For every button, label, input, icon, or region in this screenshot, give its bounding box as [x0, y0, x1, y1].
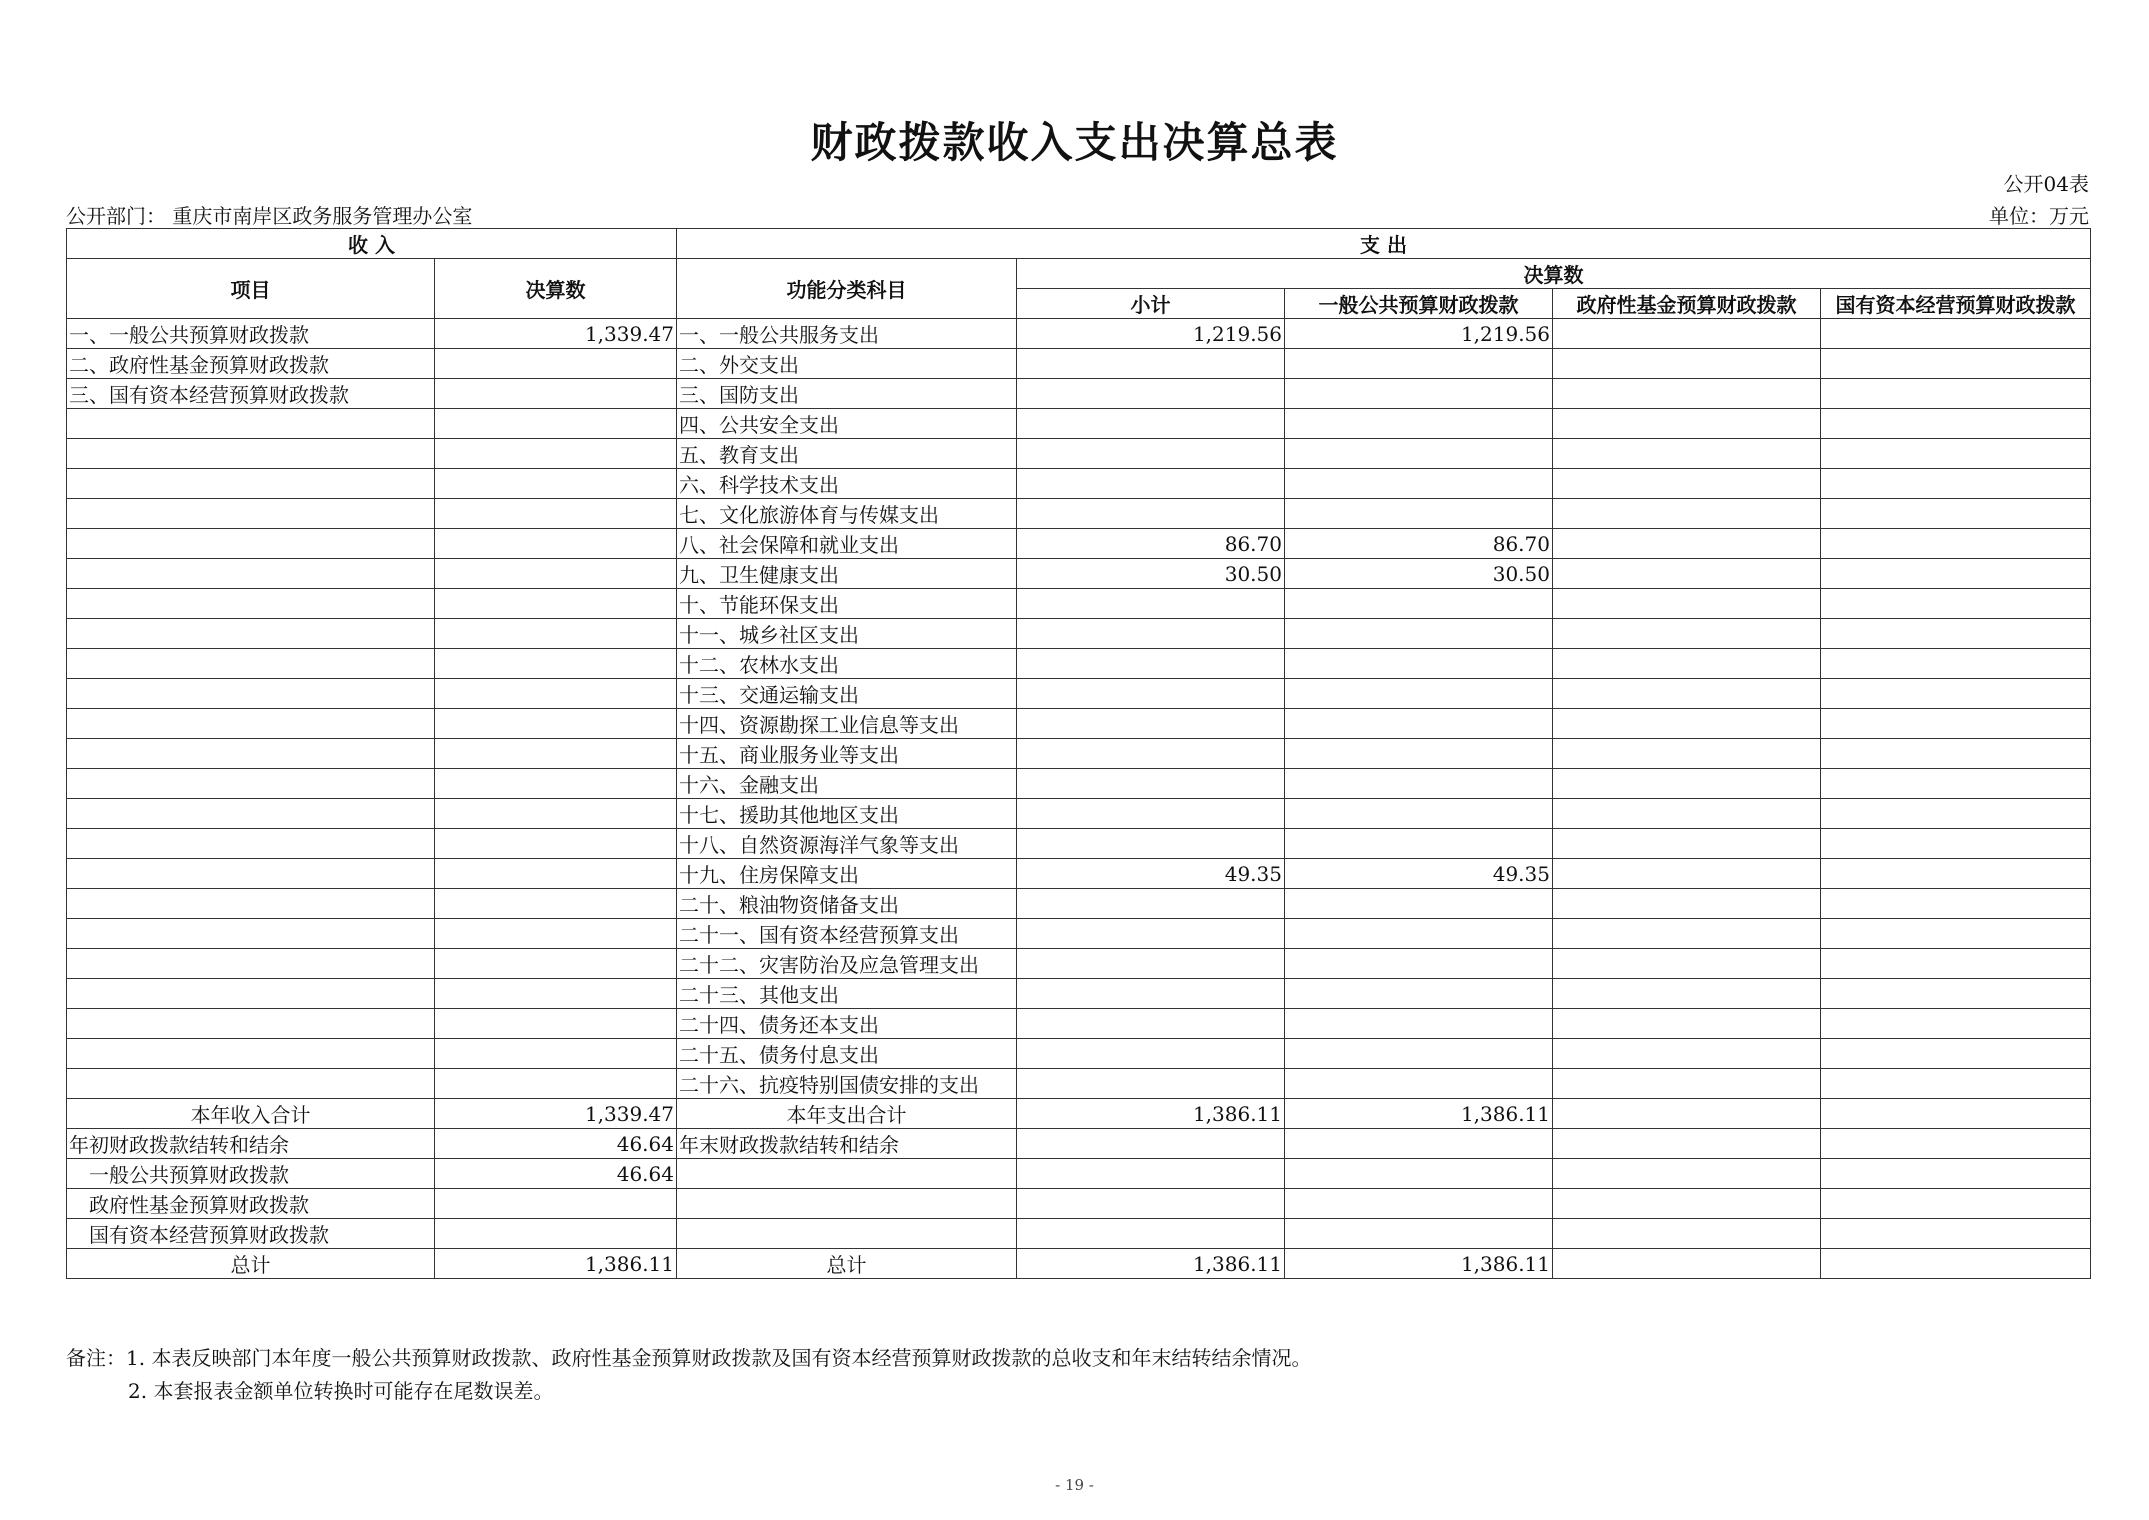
state-capital-cell [1821, 409, 2091, 439]
gov-fund-header: 政府性基金预算财政拨款 [1553, 289, 1821, 319]
table-row [67, 1039, 2091, 1069]
carry-label-cell: 国有资本经营预算财政拨款 [67, 1219, 435, 1249]
general-cell [1285, 1039, 1553, 1069]
gov-fund-cell [1553, 769, 1821, 799]
department-label: 公开部门： 重庆市南岸区政务服务管理办公室 [66, 204, 473, 228]
gov-fund-cell [1553, 1069, 1821, 1099]
income-amount-cell [435, 649, 677, 679]
general-cell: 30.50 [1285, 559, 1553, 589]
income-amount-cell [435, 559, 677, 589]
subtotal-cell: 30.50 [1017, 559, 1285, 589]
subtotal-cell [1017, 619, 1285, 649]
gov-fund-cell [1553, 799, 1821, 829]
carry-func-cell [677, 1219, 1017, 1249]
grand-total-subtotal: 1,386.11 [1017, 1249, 1285, 1279]
carry-row [67, 1189, 2091, 1219]
note-1: 备注：1. 本表反映部门本年度一般公共预算财政拨款、政府性基金预算财政拨款及国有资本经营预算财政拨款的总收支和年末结转结余情况。 [66, 1346, 1312, 1370]
gov-fund-cell [1553, 529, 1821, 559]
income-item-cell [67, 829, 435, 859]
general-cell [1285, 379, 1553, 409]
gov-fund-cell [1553, 679, 1821, 709]
func-item-cell: 十一、城乡社区支出 [677, 619, 1017, 649]
carry-func-cell [677, 1159, 1017, 1189]
func-item-cell: 十八、自然资源海洋气象等支出 [677, 829, 1017, 859]
grand-total-expense-label: 总计 [677, 1249, 1017, 1279]
note-2: 2. 本套报表金额单位转换时可能存在尾数误差。 [128, 1379, 554, 1403]
gov-fund-cell [1553, 379, 1821, 409]
income-item-cell [67, 709, 435, 739]
carry-amount-cell: 46.64 [435, 1129, 677, 1159]
general-cell [1285, 829, 1553, 859]
general-cell [1285, 349, 1553, 379]
subtotal-cell [1017, 1039, 1285, 1069]
state-capital-cell [1821, 349, 2091, 379]
subtotal-cell [1017, 679, 1285, 709]
carry-amount-cell: 46.64 [435, 1159, 677, 1189]
expense-total-gov-fund [1553, 1099, 1821, 1129]
income-amount-cell [435, 589, 677, 619]
table-row [67, 649, 2091, 679]
gov-fund-cell [1553, 649, 1821, 679]
income-amount-cell [435, 619, 677, 649]
carry-label-cell: 政府性基金预算财政拨款 [67, 1189, 435, 1219]
state-capital-cell [1821, 1009, 2091, 1039]
general-cell [1285, 919, 1553, 949]
income-item-cell [67, 1069, 435, 1099]
subtotal-cell: 49.35 [1017, 859, 1285, 889]
general-cell [1285, 589, 1553, 619]
func-item-cell: 二十五、债务付息支出 [677, 1039, 1017, 1069]
carry-row [67, 1219, 2091, 1249]
state-capital-cell [1821, 889, 2091, 919]
func-item-cell: 一、一般公共服务支出 [677, 319, 1017, 349]
func-item-cell: 二十一、国有资本经营预算支出 [677, 919, 1017, 949]
table-row [67, 559, 2091, 589]
subtotal-cell [1017, 1069, 1285, 1099]
state-capital-cell [1821, 799, 2091, 829]
general-cell: 1,219.56 [1285, 319, 1553, 349]
general-cell [1285, 769, 1553, 799]
func-item-cell: 二十六、抗疫特别国债安排的支出 [677, 1069, 1017, 1099]
func-item-cell: 二十二、灾害防治及应急管理支出 [677, 949, 1017, 979]
income-amount-cell [435, 469, 677, 499]
income-amount-cell [435, 829, 677, 859]
table-row [67, 439, 2091, 469]
income-amount-cell [435, 1009, 677, 1039]
carry-label-cell: 一般公共预算财政拨款 [67, 1159, 435, 1189]
income-item-cell [67, 1009, 435, 1039]
state-capital-cell [1821, 919, 2091, 949]
grand-total-state-capital [1821, 1249, 2091, 1279]
table-row [67, 829, 2091, 859]
carry-empty-cell [1285, 1219, 1553, 1249]
income-header: 收 入 [67, 229, 677, 259]
income-amount-cell [435, 799, 677, 829]
func-header: 功能分类科目 [677, 259, 1017, 319]
state-capital-cell [1821, 979, 2091, 1009]
table-row [67, 1069, 2091, 1099]
state-capital-cell [1821, 469, 2091, 499]
general-cell [1285, 499, 1553, 529]
income-total-amount: 1,339.47 [435, 1099, 677, 1129]
subtotal-cell [1017, 919, 1285, 949]
state-capital-cell [1821, 319, 2091, 349]
gov-fund-cell [1553, 709, 1821, 739]
grand-total-gov-fund [1553, 1249, 1821, 1279]
subtotal-cell: 1,219.56 [1017, 319, 1285, 349]
income-amount-cell [435, 919, 677, 949]
general-cell [1285, 619, 1553, 649]
func-item-cell: 七、文化旅游体育与传媒支出 [677, 499, 1017, 529]
gov-fund-cell [1553, 889, 1821, 919]
general-cell [1285, 709, 1553, 739]
func-item-cell: 十三、交通运输支出 [677, 679, 1017, 709]
carry-empty-cell [1553, 1189, 1821, 1219]
income-item-cell [67, 439, 435, 469]
gov-fund-cell [1553, 739, 1821, 769]
carry-func-cell [677, 1189, 1017, 1219]
totals-row [67, 1099, 2091, 1129]
general-cell [1285, 1009, 1553, 1039]
table-row [67, 769, 2091, 799]
func-item-cell: 二十三、其他支出 [677, 979, 1017, 1009]
expense-total-label: 本年支出合计 [677, 1099, 1017, 1129]
income-item-cell [67, 409, 435, 439]
income-item-cell [67, 529, 435, 559]
gov-fund-cell [1553, 919, 1821, 949]
income-item-cell [67, 769, 435, 799]
grand-total-row [67, 1249, 2091, 1279]
subtotal-cell [1017, 799, 1285, 829]
carry-empty-cell [1285, 1159, 1553, 1189]
page-number: - 19 - [1055, 1476, 1094, 1494]
carry-empty-cell [1285, 1129, 1553, 1159]
gov-fund-cell [1553, 499, 1821, 529]
income-item-cell [67, 979, 435, 1009]
form-number: 公开04表 [2003, 172, 2089, 196]
carry-empty-cell [1821, 1189, 2091, 1219]
state-capital-cell [1821, 379, 2091, 409]
income-item-cell [67, 559, 435, 589]
income-item-cell [67, 589, 435, 619]
state-capital-cell [1821, 529, 2091, 559]
state-capital-cell [1821, 949, 2091, 979]
carry-empty-cell [1017, 1159, 1285, 1189]
subtotal-cell: 86.70 [1017, 529, 1285, 559]
grand-total-income-label: 总计 [67, 1249, 435, 1279]
func-item-cell: 十二、农林水支出 [677, 649, 1017, 679]
table-row [67, 709, 2091, 739]
general-cell: 86.70 [1285, 529, 1553, 559]
subtotal-cell [1017, 769, 1285, 799]
income-item-cell [67, 889, 435, 919]
income-amount-cell [435, 439, 677, 469]
carry-row [67, 1159, 2091, 1189]
gov-fund-cell [1553, 409, 1821, 439]
state-capital-cell [1821, 589, 2091, 619]
general-cell [1285, 469, 1553, 499]
func-item-cell: 十九、住房保障支出 [677, 859, 1017, 889]
income-item-cell: 二、政府性基金预算财政拨款 [67, 349, 435, 379]
state-capital-cell [1821, 439, 2091, 469]
gov-fund-cell [1553, 469, 1821, 499]
func-item-cell: 十六、金融支出 [677, 769, 1017, 799]
grand-total-general: 1,386.11 [1285, 1249, 1553, 1279]
table-row [67, 409, 2091, 439]
budget-table [66, 228, 2091, 1279]
general-cell [1285, 439, 1553, 469]
income-amount-cell [435, 529, 677, 559]
income-item-cell: 三、国有资本经营预算财政拨款 [67, 379, 435, 409]
income-amount-cell [435, 379, 677, 409]
gov-fund-cell [1553, 859, 1821, 889]
table-row [67, 1009, 2091, 1039]
subtotal-header: 小计 [1017, 289, 1285, 319]
carry-func-cell: 年末财政拨款结转和结余 [677, 1129, 1017, 1159]
income-amount-cell [435, 979, 677, 1009]
state-capital-cell [1821, 559, 2091, 589]
func-item-cell: 二、外交支出 [677, 349, 1017, 379]
state-capital-cell [1821, 769, 2091, 799]
income-amount-cell [435, 949, 677, 979]
state-capital-cell [1821, 1039, 2091, 1069]
carry-amount-cell [435, 1219, 677, 1249]
func-item-cell: 十四、资源勘探工业信息等支出 [677, 709, 1017, 739]
subtotal-cell [1017, 499, 1285, 529]
carry-row [67, 1129, 2091, 1159]
income-amount-cell [435, 739, 677, 769]
func-item-cell: 三、国防支出 [677, 379, 1017, 409]
income-item-cell [67, 619, 435, 649]
general-cell [1285, 799, 1553, 829]
item-header: 项目 [67, 259, 435, 319]
income-total-label: 本年收入合计 [67, 1099, 435, 1129]
func-item-cell: 六、科学技术支出 [677, 469, 1017, 499]
income-amount-cell [435, 769, 677, 799]
carry-empty-cell [1821, 1129, 2091, 1159]
income-amount-cell [435, 889, 677, 919]
gov-fund-cell [1553, 619, 1821, 649]
income-amount-cell [435, 499, 677, 529]
table-row [67, 979, 2091, 1009]
expense-total-subtotal: 1,386.11 [1017, 1099, 1285, 1129]
income-item-cell [67, 949, 435, 979]
income-amount-cell [435, 409, 677, 439]
subtotal-cell [1017, 889, 1285, 919]
subtotal-cell [1017, 439, 1285, 469]
gov-fund-cell [1553, 319, 1821, 349]
func-item-cell: 四、公共安全支出 [677, 409, 1017, 439]
amount-header: 决算数 [435, 259, 677, 319]
table-row [67, 919, 2091, 949]
table-row [67, 739, 2091, 769]
expense-total-state-capital [1821, 1099, 2091, 1129]
page-title: 财政拨款收入支出决算总表 [810, 118, 1339, 167]
subtotal-cell [1017, 979, 1285, 1009]
general-cell [1285, 889, 1553, 919]
carry-empty-cell [1821, 1159, 2091, 1189]
income-amount-cell [435, 349, 677, 379]
income-amount-cell [435, 1039, 677, 1069]
table-row [67, 529, 2091, 559]
carry-empty-cell [1017, 1219, 1285, 1249]
income-item-cell [67, 919, 435, 949]
table-row [67, 619, 2091, 649]
income-item-cell [67, 649, 435, 679]
carry-empty-cell [1553, 1129, 1821, 1159]
income-amount-cell [435, 859, 677, 889]
subtotal-cell [1017, 739, 1285, 769]
gov-fund-cell [1553, 1039, 1821, 1069]
general-cell: 49.35 [1285, 859, 1553, 889]
subtotal-cell [1017, 829, 1285, 859]
general-cell [1285, 409, 1553, 439]
income-item-cell: 一、一般公共预算财政拨款 [67, 319, 435, 349]
subtotal-cell [1017, 379, 1285, 409]
general-header: 一般公共预算财政拨款 [1285, 289, 1553, 319]
state-capital-header: 国有资本经营预算财政拨款 [1821, 289, 2091, 319]
state-capital-cell [1821, 829, 2091, 859]
state-capital-cell [1821, 679, 2091, 709]
state-capital-cell [1821, 859, 2091, 889]
final-header: 决算数 [1017, 259, 2091, 289]
gov-fund-cell [1553, 349, 1821, 379]
income-item-cell [67, 469, 435, 499]
general-cell [1285, 679, 1553, 709]
carry-empty-cell [1017, 1129, 1285, 1159]
income-item-cell [67, 499, 435, 529]
gov-fund-cell [1553, 829, 1821, 859]
table-row [67, 679, 2091, 709]
table-row [67, 319, 2091, 349]
table-row [67, 349, 2091, 379]
general-cell [1285, 649, 1553, 679]
table-row [67, 499, 2091, 529]
general-cell [1285, 979, 1553, 1009]
table-row [67, 469, 2091, 499]
carry-empty-cell [1553, 1219, 1821, 1249]
gov-fund-cell [1553, 439, 1821, 469]
income-item-cell [67, 679, 435, 709]
subtotal-cell [1017, 949, 1285, 979]
income-amount-cell: 1,339.47 [435, 319, 677, 349]
carry-empty-cell [1017, 1189, 1285, 1219]
gov-fund-cell [1553, 979, 1821, 1009]
general-cell [1285, 949, 1553, 979]
carry-empty-cell [1821, 1219, 2091, 1249]
gov-fund-cell [1553, 949, 1821, 979]
func-item-cell: 八、社会保障和就业支出 [677, 529, 1017, 559]
income-item-cell [67, 859, 435, 889]
table-row [67, 379, 2091, 409]
income-amount-cell [435, 679, 677, 709]
table-row [67, 589, 2091, 619]
subtotal-cell [1017, 649, 1285, 679]
func-item-cell: 九、卫生健康支出 [677, 559, 1017, 589]
table-row [67, 799, 2091, 829]
func-item-cell: 十七、援助其他地区支出 [677, 799, 1017, 829]
func-item-cell: 五、教育支出 [677, 439, 1017, 469]
general-cell [1285, 1069, 1553, 1099]
gov-fund-cell [1553, 1009, 1821, 1039]
carry-empty-cell [1553, 1159, 1821, 1189]
income-amount-cell [435, 1069, 677, 1099]
subtotal-cell [1017, 349, 1285, 379]
carry-empty-cell [1285, 1189, 1553, 1219]
subtotal-cell [1017, 409, 1285, 439]
state-capital-cell [1821, 649, 2091, 679]
carry-label-cell: 年初财政拨款结转和结余 [67, 1129, 435, 1159]
func-item-cell: 十五、商业服务业等支出 [677, 739, 1017, 769]
state-capital-cell [1821, 739, 2091, 769]
subtotal-cell [1017, 469, 1285, 499]
expense-header: 支 出 [677, 229, 2091, 259]
notes [66, 1342, 1311, 1408]
carry-amount-cell [435, 1189, 677, 1219]
state-capital-cell [1821, 1069, 2091, 1099]
func-item-cell: 二十四、债务还本支出 [677, 1009, 1017, 1039]
subtotal-cell [1017, 1009, 1285, 1039]
table-row [67, 859, 2091, 889]
income-amount-cell [435, 709, 677, 739]
func-item-cell: 二十、粮油物资储备支出 [677, 889, 1017, 919]
expense-total-general: 1,386.11 [1285, 1099, 1553, 1129]
func-item-cell: 十、节能环保支出 [677, 589, 1017, 619]
state-capital-cell [1821, 619, 2091, 649]
table-row [67, 889, 2091, 919]
state-capital-cell [1821, 709, 2091, 739]
table-row [67, 949, 2091, 979]
state-capital-cell [1821, 499, 2091, 529]
income-item-cell [67, 739, 435, 769]
gov-fund-cell [1553, 559, 1821, 589]
unit-label: 单位：万元 [1989, 204, 2089, 228]
general-cell [1285, 739, 1553, 769]
income-item-cell [67, 799, 435, 829]
subtotal-cell [1017, 589, 1285, 619]
income-item-cell [67, 1039, 435, 1069]
gov-fund-cell [1553, 589, 1821, 619]
grand-total-income-amount: 1,386.11 [435, 1249, 677, 1279]
subtotal-cell [1017, 709, 1285, 739]
